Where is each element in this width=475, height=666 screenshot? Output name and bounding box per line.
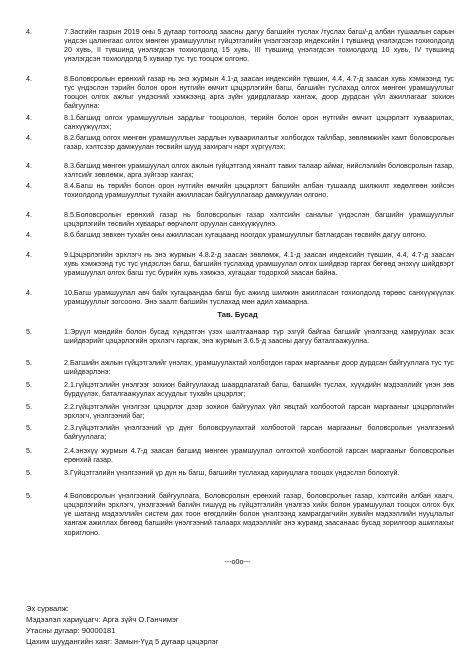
item-5-2-4: 2.4.энэхүү журмын 4.7-д заасан багшид мөнгөн урамшуулал олгохтой холбоотой гарсан маргааныг боловсролын ерөнхий газар. xyxy=(64,447,454,465)
item-5-1: 1.Эрүүл мэндийн болон бусад хүндэтгэн үзэх шалтгаанаар түр эзгүй байгаа багшийг үнэлгээнд хамруулах эсэх шийдвэрийг цэцэрлэгийн эрхлэгч гаргаж, энэ журмын 3.6.5-д заасны дагуу баталгаажуулна. xyxy=(64,328,454,346)
item-number: 5. xyxy=(26,381,32,389)
item-5-4: 4.Боловсролын үнэлгээний байгууллага, Боловсролын ерөнхий газар, боловсролын газар, хэлтсийн албан хаагч, цэцэрлэгийн эрхлэгч, үнэлгээний багийн гишүүд нь гүйцэтгэлийн үнэлгээ хийх болон урамшуулал тооцох олгох бүх үе шатанд мэдээллийн систем дах тоон өгөгдлийн болон үнэлгээнд хамрагдагчийн хувийн мэдээллийн нууцлалыг хангаж ажиллах бөгөөд багшийн үнэлгээний талаарх мэдээллийг энэ журамд заасанаас бусад зорилгоор ашиглахыг хориглоно. xyxy=(64,492,454,537)
item-4-8-2: 8.2.багшид олгох мөнгөн урамшууллын зардлын хуваарилалтыг холбогдох тайлбар, зөвлөмжийн хамт боловсролын газар, хэлтсээр дамжуулан төсвийн шууд захирагч нарт хүргүүлэх; xyxy=(64,134,454,152)
item-number: 5. xyxy=(26,492,32,500)
item-5-2: 2.Багшийн ажлын гүйцэтгэлийг үнэлэх, урамшуулахтай холбогдон гарах маргааныг доор дурдсан байгууллага тус тус шийдвэрлэнэ: xyxy=(64,359,454,377)
item-number: 4. xyxy=(26,289,32,297)
email-address: Цахим шуудангийн хаяг: Замын-Үүд 5 дугаар цэцэрлэг xyxy=(26,637,219,646)
item-4-8-3: 8.3.багшид мөнгөн урамшуулал олгох ажлын гүйцэтгэлд хяналт тавих талаар аймаг, нийслэлийн боловсролын газар, хэлтсийг зөвлөмж, арга зүйгээр хангах; xyxy=(64,162,454,180)
item-number: 4. xyxy=(26,134,32,142)
item-5-2-3: 2.3.гүйцэтгэлийн үнэлгээний үр дүнг боловсруулахтай холбоотой гарсан маргааныг боловсролын үнэлгээний байгууллага; xyxy=(64,424,454,442)
item-number: 5. xyxy=(26,403,32,411)
item-4-7: 7.Засгийн газрын 2019 оны 5 дугаар тогтоолд заасны дагуу багшийн туслах /туслах багш/-д албан тушаалын сарын үндсэн цалингаас олгох мөнгөн урамшууллыг гүйцэтгэлийн үнэлгээгээр индексийн I түвшинд үнэлэгдсэн тохиолдолд 20 хувь, II түвшинд үнэлэгдсэн тохиолдолд 15 хувь, III түвшинд үнэлэгдсэн тохиолдолд 10 хувь, IV түвшинд үнэлэгдсэн тохиолдолд 5 хувиар тус тус тооцож олгоно. xyxy=(64,28,454,64)
item-4-8-5: 8.5.Боловсролын ерөнхий газар нь боловсролын газар хэлтсийн саналыг үндэслэн багшийн урамшууллыг цэцэрлэгийн төсвийн хуваарьт өөрчлөлт оруулан санхүүжүүлнэ. xyxy=(64,211,454,229)
contact-person: Мэдээлэл хариуцагч: Арга зүйч О.Ганчимэг xyxy=(26,615,179,624)
item-4-8-1: 8.1.багшид олгох урамшууллын зардлыг тооцоолон, төрийн болон орон нутгийн өмчит цэцэрлэгт хуваарилах, санхүүжүүлэх; xyxy=(64,114,454,132)
phone-number: Утасны дугаар: 90000181 xyxy=(26,626,116,635)
item-number: 4. xyxy=(26,75,32,83)
section-heading: Тав. Бусад xyxy=(217,310,258,319)
item-5-2-2: 2.2.гүйцэтгэлийн үнэлгээг цэцэрлэг дээр зохион байгуулах үйл явцтай холбоотой гарсан маргааныг цэцэрлэгийн эрхлэгч, үнэлгээний баг; xyxy=(64,403,454,421)
item-number: 5. xyxy=(26,359,32,367)
item-number: 4. xyxy=(26,182,32,190)
item-number: 4. xyxy=(26,211,32,219)
item-4-8: 8.Боловсролын ерөнхий газар нь энэ журмын 4.1-д заасан индексийн түвшин, 4.4, 4.7-д заасан хувь хэмжээнд тус тус үндэслэн тэрийн болон орон нутгийн өмчит цэцэрлэгийн багш, багшийн туслахад олгох мөнгөн урамшууллыг тооцон олгох ажлыг үндэсний хэмжээнд арга зүйн удирдлагаар хангаж, доор дурдсан үйл ажиллагааг зохион байгуулна: xyxy=(64,75,454,111)
item-4-10: 10.Багш урамшуулал авч байх хугацаандаа багш бус ажилд шилжин ажилласан тохиолдолд төрөөс санхүүжүүлэх урамшууллыг зогсооно. Энэ заалт багшийн туслахад мөн адил хамаарна. xyxy=(64,289,454,307)
item-number: 4. xyxy=(26,28,32,36)
item-5-2-1: 2.1.гүйцэтгэлийн үнэлгээг зохион байгуулахад шаардлагатай багш, багшийн туслах, хүүхдийн мэдээллийг үнэн зөв бүрдүүлэх, баталгаажуулах асуудлыг тухайн цэцэрлэг; xyxy=(64,381,454,399)
item-number: 5. xyxy=(26,469,32,477)
item-4-9: 9.Цэцэрлэгийн эрхлэгч нь энэ журмын 4.8.2-д заасан зөвлөмж, 4.1-д заасан индексийн түвшин, 4.4, 4.7-д заасан хувь хэмжээнд тус тус үндэслэн багш, багшийн туслахад урамшуулал олгох шийдвэр гаргах бөгөөд энэхүү шийдвэрт урамшуулал олгох багш тус бүрийн хувь хэмжээ, хугацааг тодорхой заасан байна. xyxy=(64,251,454,278)
source-label: Эх сурвалж: xyxy=(26,604,69,613)
item-number: 4. xyxy=(26,162,32,170)
item-5-3: 3.Гүйцэтгэлийн үнэлгээний үр дүн нь багш, багшийн туслахад хариуцлага тооцох үндэслэл болохгүй. xyxy=(64,469,400,477)
end-mark: ---o0o--- xyxy=(224,558,251,566)
item-4-8-6: 8.6.багшид зөвхөн тухайн оны ажилласан хугацаанд ноогдох урамшууллыг батлагдсан төсвийн дагуу олгоно. xyxy=(64,231,427,239)
item-number: 5. xyxy=(26,424,32,432)
item-number: 4. xyxy=(26,231,32,239)
item-number: 5. xyxy=(26,447,32,455)
item-number: 4. xyxy=(26,114,32,122)
item-4-8-4: 8.4.Багш нь төрийн болон орон нутгийн өмчийн цэцэрлэгт багшийн албан тушаалд шилжилт хөдөлгөөн хийсэн тохиолдолд урамшууллыг тухайн ажилласан байгууллагаар дамжуулан олгоно. xyxy=(64,182,454,200)
item-number: 4. xyxy=(26,251,32,259)
item-number: 5. xyxy=(26,328,32,336)
